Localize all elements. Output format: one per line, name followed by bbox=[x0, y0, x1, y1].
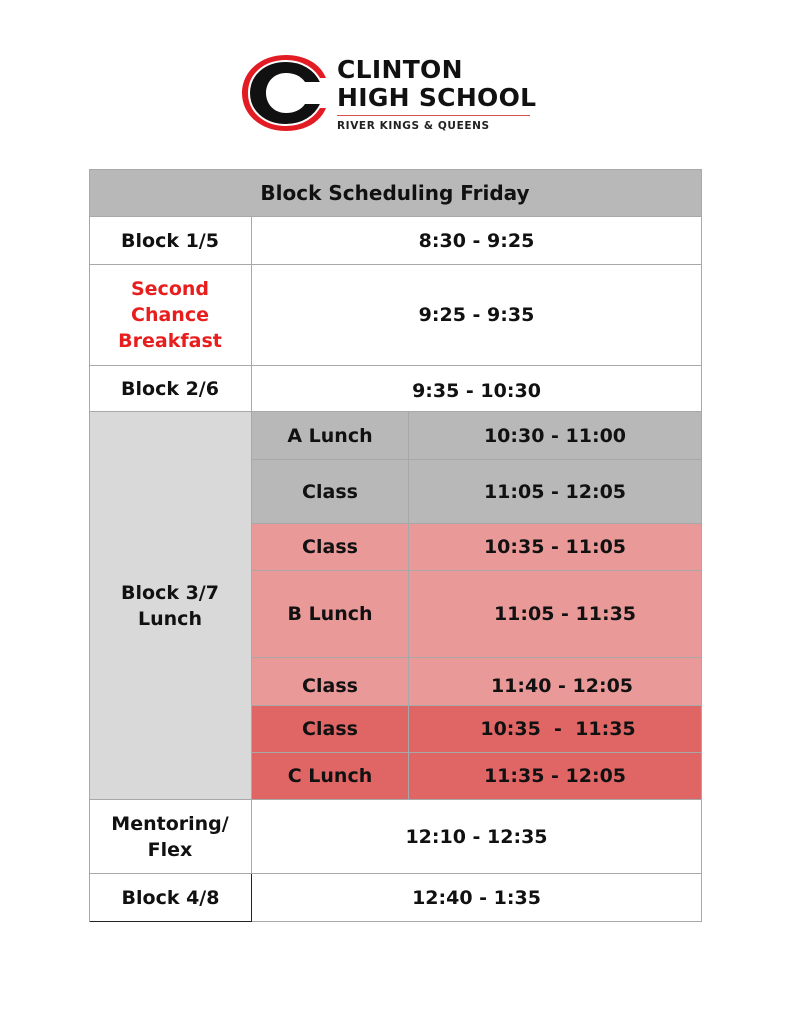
b-lunch-name: B Lunch bbox=[252, 571, 409, 658]
row-label-mentoring-flex bbox=[89, 800, 252, 874]
row-time-mentoring-flex: 12:10 - 12:35 bbox=[252, 800, 702, 874]
c-lunch-name: C Lunch bbox=[252, 753, 409, 800]
b-lunch-time: 11:05 - 11:35 bbox=[409, 571, 702, 658]
b-lunch-class2-name: Class bbox=[252, 658, 409, 706]
schedule-table bbox=[89, 169, 702, 922]
row-label-block-2-6: Block 2/6 bbox=[89, 366, 252, 412]
row-label-block-1-5: Block 1/5 bbox=[89, 217, 252, 265]
a-lunch-class-time: 11:05 - 12:05 bbox=[409, 460, 702, 524]
row-label-block-4-8: Block 4/8 bbox=[89, 874, 252, 922]
breakfast-label-line: Second bbox=[130, 278, 209, 300]
breakfast-label-line: Breakfast bbox=[118, 330, 222, 352]
school-name-line2: HIGH SCHOOL bbox=[337, 83, 537, 112]
c-lunch-class-time: 10:35 - 11:35 bbox=[409, 706, 702, 753]
b-lunch-class2-time: 11:40 - 12:05 bbox=[409, 658, 702, 706]
c-lunch-time: 11:35 - 12:05 bbox=[409, 753, 702, 800]
school-name-line1: CLINTON bbox=[337, 55, 463, 84]
b-lunch-class1-name: Class bbox=[252, 524, 409, 571]
c-lunch-class-name: Class bbox=[252, 706, 409, 753]
lunch-block-label-line: Lunch bbox=[138, 607, 202, 630]
mentoring-label-line: Flex bbox=[147, 838, 193, 861]
lunch-block-label-line: Block 3/7 bbox=[121, 581, 219, 604]
a-lunch-class-name: Class bbox=[252, 460, 409, 524]
school-logo bbox=[240, 54, 560, 134]
b-lunch-class1-time: 10:35 - 11:05 bbox=[409, 524, 702, 571]
row-time-block-2-6: 9:35 - 10:30 bbox=[252, 366, 702, 412]
a-lunch-time: 10:30 - 11:00 bbox=[409, 412, 702, 460]
clinton-c-logo-icon bbox=[240, 54, 328, 132]
school-tagline: RIVER KINGS & QUEENS bbox=[337, 120, 490, 132]
row-label-block-3-7-lunch bbox=[89, 412, 252, 800]
breakfast-label-line: Chance bbox=[131, 304, 209, 326]
a-lunch-name: A Lunch bbox=[252, 412, 409, 460]
row-time-block-4-8: 12:40 - 1:35 bbox=[252, 874, 702, 922]
logo-divider bbox=[337, 115, 530, 116]
row-time-second-chance-breakfast: 9:25 - 9:35 bbox=[252, 265, 702, 366]
mentoring-label-line: Mentoring/ bbox=[111, 812, 229, 835]
schedule-title: Block Scheduling Friday bbox=[89, 169, 702, 217]
row-label-second-chance-breakfast bbox=[89, 265, 252, 366]
row-time-block-1-5: 8:30 - 9:25 bbox=[252, 217, 702, 265]
